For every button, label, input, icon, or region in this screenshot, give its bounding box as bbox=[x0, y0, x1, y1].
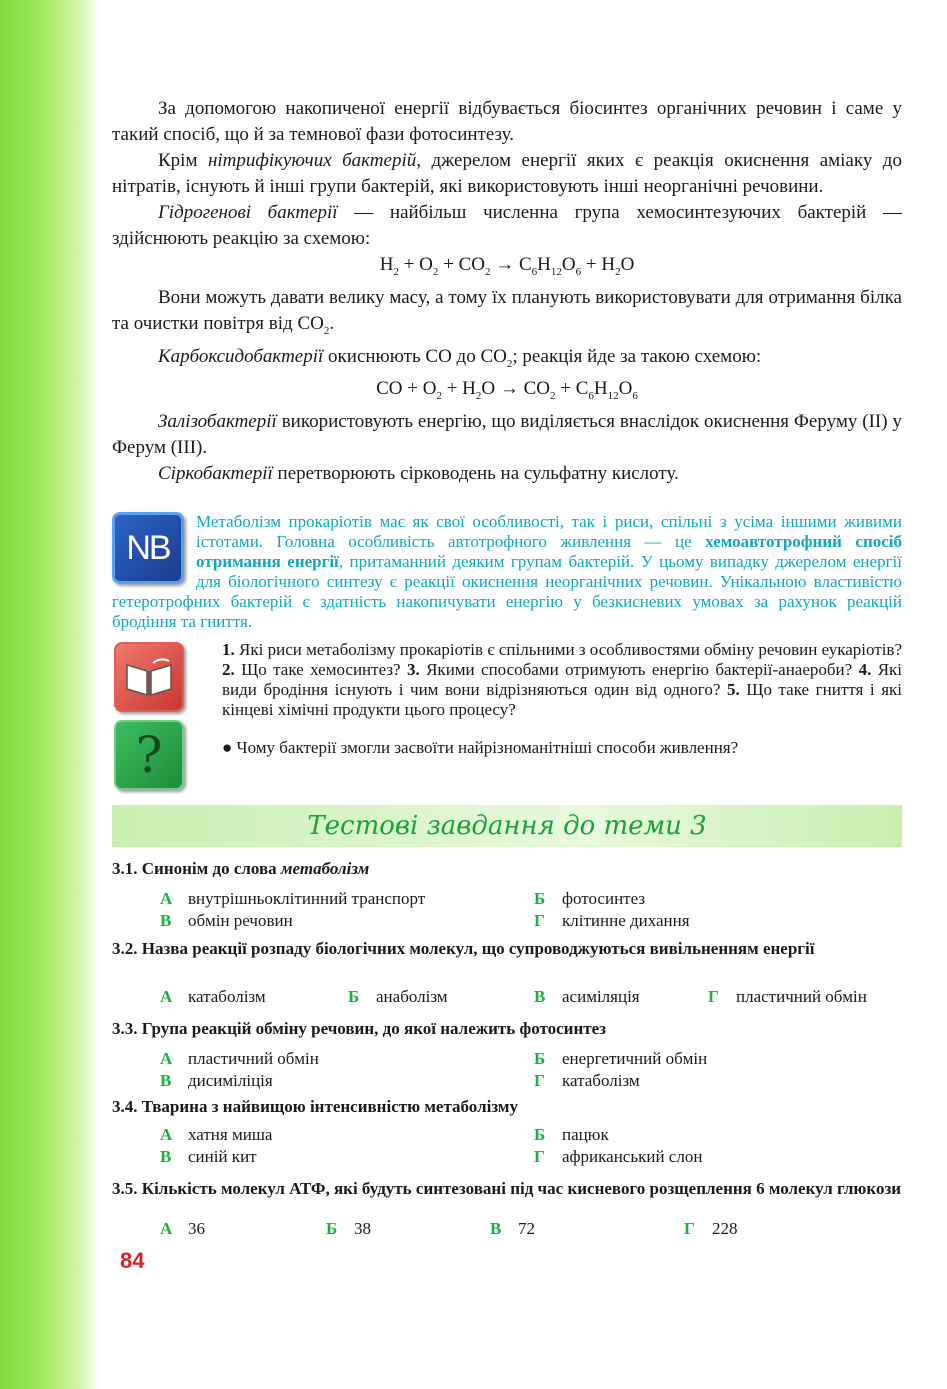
option-g[interactable]: Г катаболізм bbox=[534, 1071, 640, 1090]
test-3-2 bbox=[112, 939, 902, 1006]
questions-text: 1. Які риси метаболізму прокаріотів є спільними з особливостями обміну речовин еукаріотів? 2. Що таке хемосинтез? 3. Якими способами отримують енергію бактерії-анаероби? 4. Які види бродіння існують і чим вони відрізняються один від одного? 5. Що таке гниття і які кінцеві хімічні продукти цього процесу? bbox=[222, 640, 903, 719]
option-a[interactable]: А пластичний обмін bbox=[160, 1049, 319, 1068]
test-question: 3.4. Тварина з найвищою інтенсивністю метаболізму bbox=[112, 1097, 519, 1116]
paragraph-3: Гідрогенові бактерії — найбільш численна група хемосинтезуючих бактерій — здійснюють реакцію за схемою: bbox=[112, 202, 903, 249]
option-g[interactable]: Г африканський слон bbox=[534, 1147, 703, 1166]
option-b[interactable]: Б 38 bbox=[326, 1219, 371, 1238]
test-question: 3.1. Синонім до слова метаболізм bbox=[112, 859, 370, 878]
formula-2: CO + $O_2 + H_2O \to CO_2 + C_6H_{12}O_6$ bbox=[376, 378, 638, 403]
nb-icon: NB bbox=[112, 512, 184, 584]
nb-block bbox=[112, 512, 902, 632]
option-b[interactable]: Б анаболізм bbox=[348, 987, 448, 1006]
test-3-4 bbox=[112, 1097, 902, 1166]
paragraph-7: Сіркобактерії перетворюють сірководень на сульфатну кислоту. bbox=[158, 463, 679, 485]
paragraph-2: Крім нітрифікуючих бактерій, джерелом енергії яких є реакція окиснення аміаку до нітратів, існують й інші групи бактерій, які використовують інші неорганічні речовини. bbox=[112, 150, 902, 197]
green-side-bar bbox=[0, 0, 100, 1389]
question-mark-icon: ? bbox=[114, 720, 184, 790]
paragraph-1: За допомогою накопиченої енергії відбувається біосинтез органічних речовин і саме у такий спосіб, що й за темнової фази фотосинтезу. bbox=[112, 98, 902, 145]
option-v[interactable]: В асиміляція bbox=[534, 987, 640, 1006]
think-block bbox=[112, 720, 902, 792]
option-a[interactable]: А катаболізм bbox=[160, 987, 266, 1006]
option-v[interactable]: В обмін речовин bbox=[160, 911, 293, 930]
paragraph-4: Вони можуть давати велику масу, а тому їх планують використовувати для отримання білка та очистки повітря від $СО_2$. bbox=[112, 286, 902, 337]
test-3-3 bbox=[112, 1019, 902, 1090]
paragraph-6: Залізобактерії використовують енергію, що виділяється внаслідок окиснення Феруму (II) у Ферум (III). bbox=[112, 411, 902, 459]
option-v[interactable]: В синій кит bbox=[160, 1147, 257, 1166]
test-3-5 bbox=[112, 1179, 902, 1238]
option-g[interactable]: Г 228 bbox=[684, 1219, 738, 1238]
test-3-1 bbox=[112, 859, 902, 930]
book-icon bbox=[114, 642, 184, 712]
formula-1: $H_2 + O_2 + CO_2 \to C_6H_{12}O_6 + H_2O$ bbox=[379, 254, 635, 278]
page-number: 84 bbox=[120, 1248, 145, 1273]
option-b[interactable]: Б енергетичний обмін bbox=[534, 1049, 708, 1068]
nb-text: Метаболізм прокаріотів має як свої особливості, так і риси, спільні з усіма іншими живими істотами. Головна особливість автотрофного живлення — це хемоавтотрофний спосіб отримання енергії, притаманний деяким групам бактерій. У цьому випадку джерелом енергії для біологічного синтезу є реакції окиснення неорганічних речовин. Унікальною властивістю гетеротрофних бактерій є здатність накопичувати енергію у безкисневих умовах за рахунок реакцій бродіння та гниття. bbox=[112, 512, 903, 631]
option-v[interactable]: В дисиміліція bbox=[160, 1071, 273, 1090]
tests-title: Тестові завдання до теми 3 bbox=[307, 811, 707, 841]
main-text bbox=[112, 96, 902, 487]
option-v[interactable]: В 72 bbox=[490, 1219, 535, 1238]
option-a[interactable]: А внутрішньоклітинний транспорт bbox=[160, 889, 426, 908]
option-g[interactable]: Г клітинне дихання bbox=[534, 911, 690, 930]
option-b[interactable]: Б фотосинтез bbox=[534, 889, 646, 908]
test-question: 3.3. Група реакцій обміну речовин, до якої належить фотосинтез bbox=[112, 1019, 607, 1038]
test-question: 3.5. Кількість молекул АТФ, які будуть синтезовані під час кисневого розщеплення 6 молекул глюкози bbox=[112, 1179, 902, 1198]
option-a[interactable]: А хатня миша bbox=[160, 1125, 273, 1144]
tests-banner bbox=[112, 805, 902, 847]
test-question: 3.2. Назва реакції розпаду біологічних молекул, що супроводжуються вивільненням енергії bbox=[112, 939, 815, 958]
option-a[interactable]: А 36 bbox=[160, 1219, 205, 1238]
paragraph-5: Карбоксидобактерії окиснюють СО до $СО_2$; реакція йде за такою схемою: bbox=[158, 345, 762, 370]
think-question: ● Чому бактерії змогли засвоїти найрізноманітніші способи живлення? bbox=[222, 738, 739, 757]
option-b[interactable]: Б пацюк bbox=[534, 1125, 609, 1144]
option-g[interactable]: Г пластичний обмін bbox=[708, 987, 867, 1006]
